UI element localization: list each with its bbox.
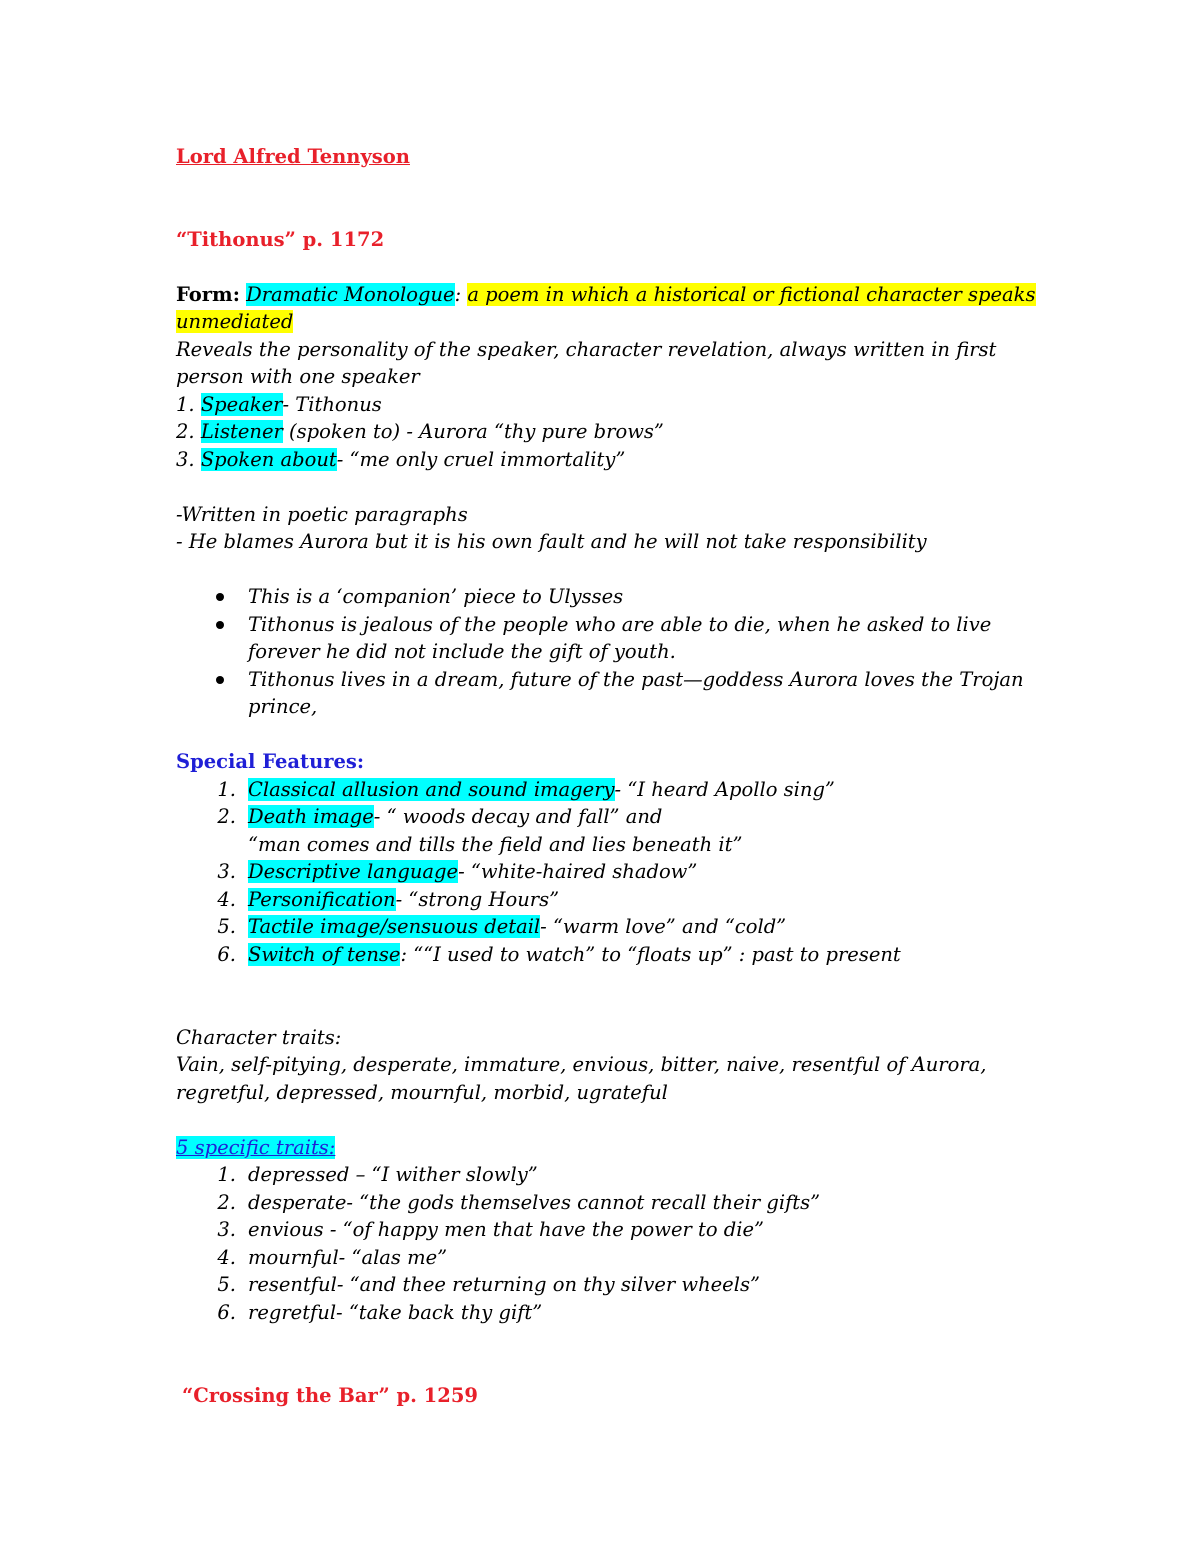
bullet-dream-cont: prince, [248,695,318,718]
tithonus-title: “Tithonus” p. 1172 [176,228,385,251]
element-spoken-about: 3. Spoken about- “me only cruel immortality” [176,448,626,471]
form-definition: a poem in which a historical or fictional character speaks [467,283,1036,306]
trait-desperate: desperate- “the gods themselves cannot recall their gifts” [248,1191,821,1214]
character-traits-label: Character traits: [176,1026,342,1049]
form-colon: : [454,283,462,306]
trait-regretful: regretful- “take back thy gift” [248,1301,543,1324]
feature-death-image: Death image- “ woods decay and fall” and [248,805,663,828]
list-number: 5. [217,1273,236,1296]
feature-classical-allusion: Classical allusion and sound imagery- “I heard Apollo sing” [248,778,835,801]
bullet-dot [216,621,224,629]
trait-envious: envious - “of happy men that have the power to die” [248,1218,765,1241]
reveals-line-2: person with one speaker [176,365,420,388]
form-term: Dramatic Monologue [246,283,455,306]
list-number: 2. [217,805,236,828]
list-number: 1. [217,778,236,801]
form-label: Form: [176,283,240,306]
element-listener: 2. Listener (spoken to) - Aurora “thy pure brows” [176,420,664,443]
bullet-companion: This is a ‘companion’ piece to Ulysses [248,585,624,608]
bullet-dream: Tithonus lives in a dream, future of the past—goddess Aurora loves the Trojan [248,668,1024,691]
reveals-line-1: Reveals the personality of the speaker, character revelation, always written in first [176,338,997,361]
feature-switch-of-tense: Switch of tense: ““I used to watch” to “floats up” : past to present [248,943,901,966]
special-features-title: Special Features: [176,750,365,773]
character-traits-line-2: regretful, depressed, mournful, morbid, ugrateful [176,1081,668,1104]
list-number: 4. [217,888,236,911]
trait-resentful: resentful- “and thee returning on thy silver wheels” [248,1273,760,1296]
note-poetic-paragraphs: -Written in poetic paragraphs [176,503,468,526]
list-number: 2. [217,1191,236,1214]
list-number: 6. [217,1301,236,1324]
bullet-dot [216,593,224,601]
form-definition-cont: unmediated [176,310,294,333]
feature-descriptive-language: Descriptive language- “white-haired shadow” [248,860,698,883]
specific-traits-title: 5 specific traits: [176,1136,336,1159]
feature-tactile-image: Tactile image/sensuous detail- “warm love” and “cold” [248,915,787,938]
bullet-jealous-cont: forever he did not include the gift of youth. [248,640,676,663]
note-blames-aurora: - He blames Aurora but it is his own fault and he will not take responsibility [176,530,927,553]
list-number: 3. [217,1218,236,1241]
bullet-jealous: Tithonus is jealous of the people who are able to die, when he asked to live [248,613,992,636]
feature-death-image-cont: “man comes and tills the field and lies beneath it” [248,833,743,856]
list-number: 1. [217,1163,236,1186]
list-number: 3. [217,860,236,883]
form-line [176,281,1036,309]
trait-mournful: mournful- “alas me” [248,1246,448,1269]
feature-personification: Personification- “strong Hours” [248,888,560,911]
crossing-the-bar-title: “Crossing the Bar” p. 1259 [182,1384,478,1407]
list-number: 4. [217,1246,236,1269]
character-traits-line-1: Vain, self-pitying, desperate, immature, envious, bitter, naive, resentful of Aurora, [176,1053,987,1076]
bullet-dot [216,676,224,684]
trait-depressed: depressed – “I wither slowly” [248,1163,538,1186]
list-number: 6. [217,943,236,966]
element-speaker: 1. Speaker- Tithonus [176,393,382,416]
list-number: 5. [217,915,236,938]
document-heading: Lord Alfred Tennyson [176,145,410,168]
